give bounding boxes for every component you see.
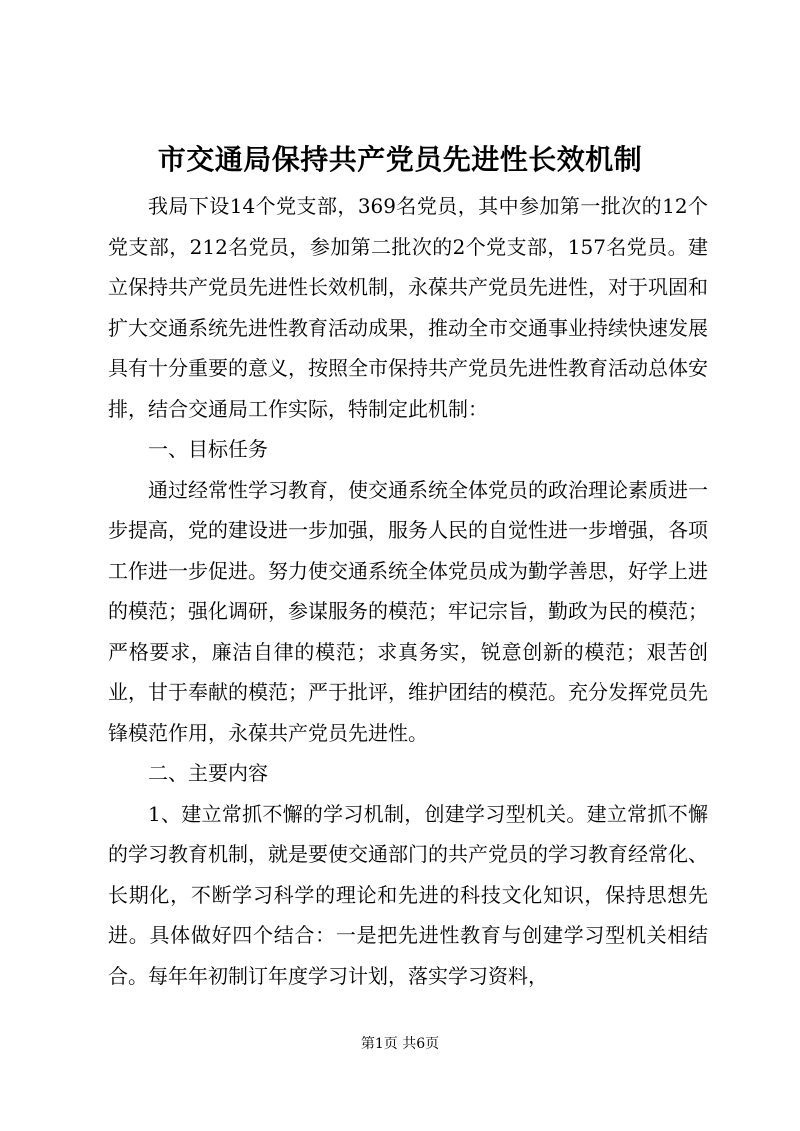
page-number-footer: 第1页 共6页 xyxy=(360,1036,440,1052)
document-title: 市交通局保持共产党员先进性长效机制 xyxy=(157,143,643,176)
paragraph-content: 1、建立常抓不懈的学习机制，创建学习型机关。建立常抓不懈的学习教育机制，就是要使交通部门的共产党员的学习教育经常化、长期化，不断学习科学的理论和先进的科技文化知识，保持思想先进。具体做好四个结合：一是把先进性教育与创建学习型机关相结合。每年年初制订年度学习计划，落实学习资料， xyxy=(108,801,708,988)
section-heading-goals: 一、目标任务 xyxy=(148,437,268,461)
document-body xyxy=(108,186,708,996)
section-heading-content: 二、主要内容 xyxy=(148,761,268,785)
paragraph-intro: 我局下设14个党支部，369名党员，其中参加第一批次的12个党支部，212名党员，参加第二批次的2个党支部，157名党员。建立保持共产党员先进性长效机制，永葆共产党员先进性，对于巩固和扩大交通系统先进性教育活动成果，推动全市交通事业持续快速发展具有十分重要的意义，按照全市保持共产党员先进性教育活动总体安排，结合交通局工作实际，特制定此机制： xyxy=(108,194,708,421)
paragraph-goals: 通过经常性学习教育，使交通系统全体党员的政治理论素质进一步提高，党的建设进一步加强，服务人民的自觉性进一步增强，各项工作进一步促进。努力使交通系统全体党员成为勤学善思，好学上进的模范；强化调研，参谋服务的模范；牢记宗旨，勤政为民的模范；严格要求，廉洁自律的模范；求真务实，锐意创新的模范；艰苦创业，甘于奉献的模范；严于批评，维护团结的模范。充分发挥党员先锋模范作用，永葆共产党员先进性。 xyxy=(108,477,708,745)
